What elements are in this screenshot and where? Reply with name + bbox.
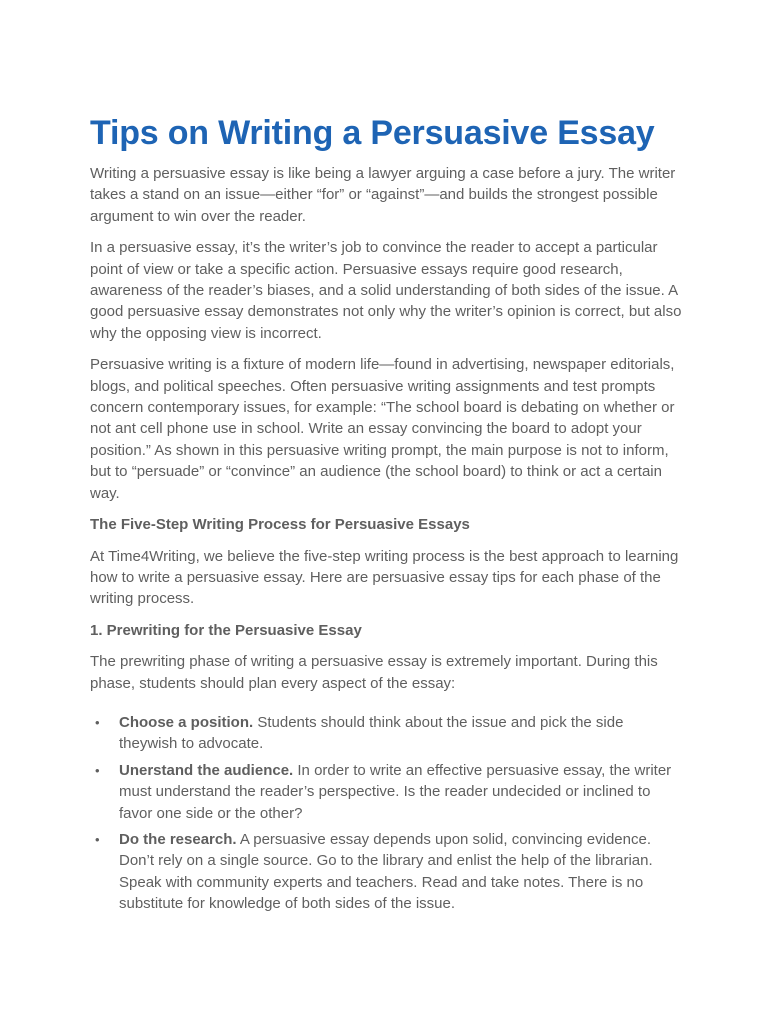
step1-heading: 1. Prewriting for the Persuasive Essay [90,621,362,639]
list-item [90,829,682,915]
step1-paragraph: The prewriting phase of writing a persuasive essay is extremely important. During this phase, students should plan every aspect of the essay: [90,653,658,692]
intro-paragraph-1: Writing a persuasive essay is like being a lawyer arguing a case before a jury. The writer takes a stand on an issue—either “for” or “against”—and builds the strongest possible argument to win over the reader. [90,165,676,225]
bullet-text: A persuasive essay depends upon solid, convincing evidence. Don’t rely on a single source. Go to the library and enlist the help of the librarian. Speak with community experts and teachers. Read and take notes. There is no substitute for knowledge of both sides of the issue. [119,830,653,913]
bullet-icon: • [95,714,100,730]
intro-paragraph-3: Persuasive writing is a fixture of modern life—found in advertising, newspaper editorials, blogs, and political speeches. Often persuasive writing assignments and test prompts concern contemporary issues, for example: “The school board is debating on whether or not ant cell phone use in school. Write an essay convincing the board to adopt your position.” As shown in this persuasive writing prompt, the main purpose is not to inform, but to “persuade” or “convince” an audience (the school board) to think or act a certain way. [90,356,675,502]
bullet-lead: Do the research. [119,830,237,848]
bullet-lead: Choose a position. [119,713,254,731]
intro-paragraph-2: In a persuasive essay, it’s the writer’s job to convince the reader to accept a particular point of view or take a specific action. Persuasive essays require good research, awareness of the reader’s biases, and a solid understanding of both sides of the issue. A good persuasive essay demonstrates not only why the writer’s opinion is correct, but also why the opposing view is incorrect. [90,239,682,342]
list-item [90,712,682,755]
bullet-text: Students should think about the issue and pick the side theywish to advocate. [119,713,624,753]
bullet-lead: Unerstand the audience. [119,761,294,779]
bullet-icon: • [95,762,100,778]
document-title: Tips on Writing a Persuasive Essay [90,114,655,152]
document-page [90,111,682,920]
tips-list [90,712,682,915]
bullet-icon: • [95,831,100,847]
list-item [90,760,682,824]
section-paragraph: At Time4Writing, we believe the five-step writing process is the best approach to learning how to write a persuasive essay. Here are persuasive essay tips for each phase of the writing process. [90,547,679,608]
section-heading: The Five-Step Writing Process for Persuasive Essays [90,516,470,534]
bullet-text: In order to write an effective persuasive essay, the writer must understand the reader’s perspective. Is the reader undecided or inclined to favor one side or the other? [119,761,672,822]
